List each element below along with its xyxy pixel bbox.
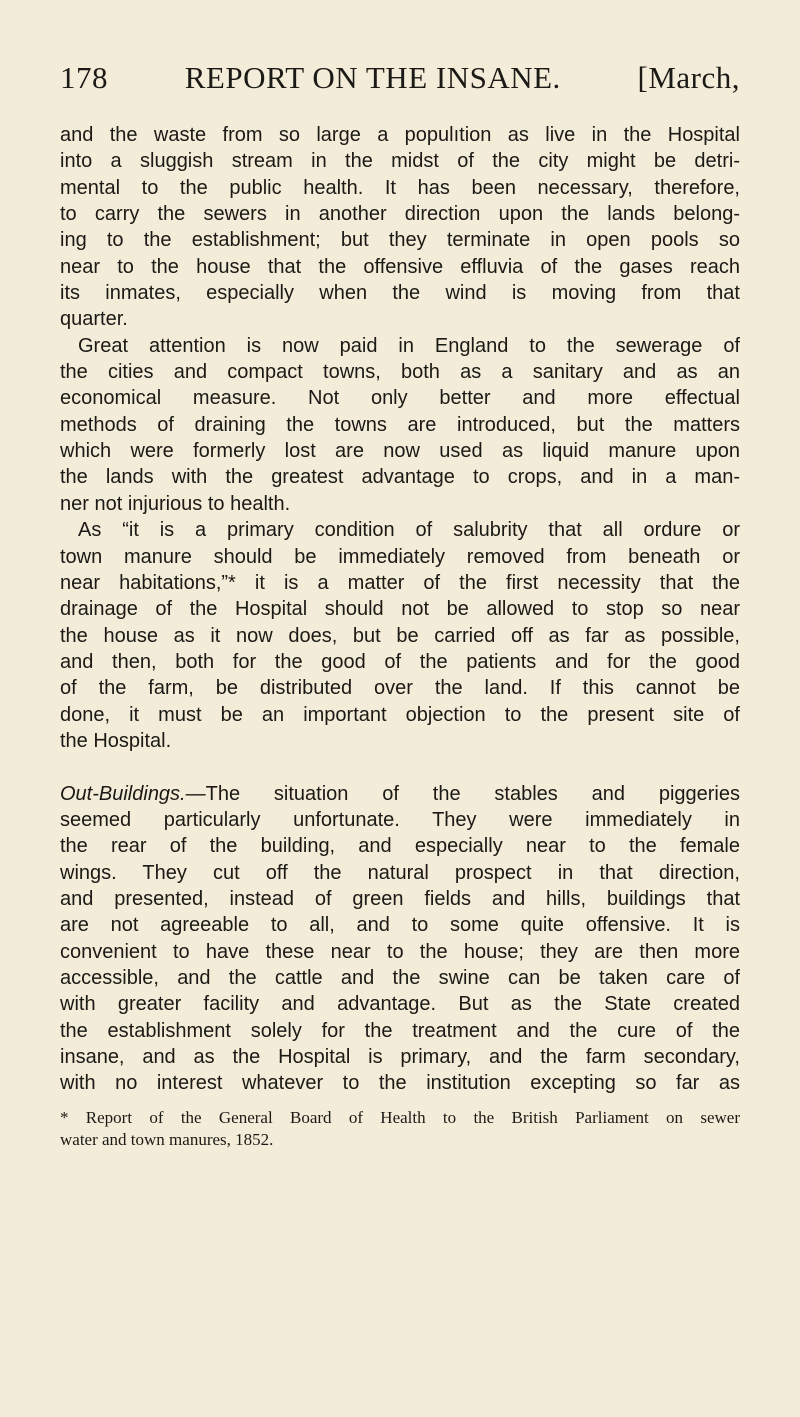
book-page	[60, 60, 740, 1151]
footnote-line: water and town manures, 1852.	[60, 1129, 274, 1149]
section-heading: Out-Buildings.	[60, 782, 186, 805]
text-line: mental to the public health. It has been necessary, therefore,	[60, 176, 740, 199]
footnote	[60, 1107, 740, 1151]
body-text	[60, 122, 740, 1097]
text-line: wings. They cut off the natural prospect in that direction,	[60, 861, 740, 884]
text-line: and then, both for the good of the patients and for the good	[60, 650, 740, 673]
text-line: town manure should be immediately removed from beneath or	[60, 545, 740, 568]
text-line: the house as it now does, but be carried off as far as possible,	[60, 624, 740, 647]
text-line: the establishment solely for the treatment and the cure of the	[60, 1019, 740, 1042]
text-line: the Hospital.	[60, 729, 172, 752]
text-line-rest: —The situation of the stables and piggeries	[185, 782, 740, 805]
text-line: the lands with the greatest advantage to crops, and in a man-	[60, 466, 740, 489]
text-line: As “it is a primary condition of salubrity that all ordure or	[78, 519, 740, 542]
text-line: into a sluggish stream in the midst of the city might be detri-	[60, 150, 740, 173]
text-line: the rear of the building, and especially near to the female	[60, 835, 740, 858]
text-line: done, it must be an important objection to the present site of	[60, 703, 740, 726]
text-line: and presented, instead of green fields and hills, buildings that	[60, 887, 740, 910]
footnote-line: * Report of the General Board of Health to the British Parliament on sewer	[60, 1107, 740, 1127]
text-line: ing to the establishment; but they terminate in open pools so	[60, 229, 740, 252]
text-line: its inmates, especially when the wind is moving from that	[60, 282, 740, 305]
text-line	[60, 781, 740, 807]
text-line: near habitations,”* it is a matter of the first necessity that the	[60, 571, 740, 594]
text-line: and the waste from so large a populıtion as live in the Hospital	[60, 124, 740, 146]
text-line: with no interest whatever to the institution excepting so far as	[60, 1072, 740, 1095]
paragraph-gap	[60, 754, 740, 780]
text-line: accessible, and the cattle and the swine can be taken care of	[60, 967, 740, 989]
text-line: economical measure. Not only better and more effectual	[60, 387, 740, 410]
header-date: [March,	[637, 60, 740, 95]
text-line: ner not injurious to health.	[60, 492, 291, 515]
text-line: of the farm, be distributed over the land. If this cannot be	[60, 677, 740, 700]
text-line: which were formerly lost are now used as liquid manure upon	[60, 440, 740, 463]
text-line: the cities and compact towns, both as a sanitary and as an	[60, 361, 740, 384]
text-line: to carry the sewers in another direction upon the lands belong-	[60, 203, 740, 226]
text-line: quarter.	[60, 308, 128, 331]
text-line: convenient to have these near to the house; they are then more	[60, 940, 740, 963]
page-number: 178	[60, 60, 108, 95]
running-header	[60, 60, 740, 96]
text-line: methods of draining the towns are introduced, but the matters	[60, 413, 740, 436]
text-line: seemed particularly unfortunate. They were immediately in	[60, 808, 740, 831]
text-line: Great attention is now paid in England to the sewerage of	[78, 334, 740, 357]
text-line: drainage of the Hospital should not be allowed to stop so near	[60, 598, 740, 621]
page-title: REPORT ON THE INSANE.	[184, 60, 561, 95]
text-line: insane, and as the Hospital is primary, and the farm secondary,	[60, 1046, 740, 1069]
text-line: with greater facility and advantage. But as the State created	[60, 993, 740, 1016]
text-line: are not agreeable to all, and to some quite offensive. It is	[60, 914, 740, 937]
text-line: near to the house that the offensive effluvia of the gases reach	[60, 255, 740, 278]
